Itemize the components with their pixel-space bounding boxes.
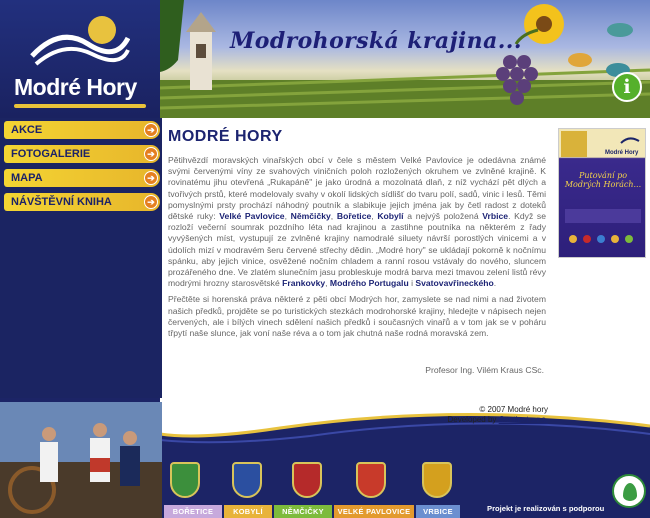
crest-kobyli[interactable]: [232, 462, 262, 498]
svg-text:Modré Hory: Modré Hory: [605, 150, 639, 156]
logo-underline: [14, 104, 146, 108]
village-tab-kobyli[interactable]: KOBYLÍ: [224, 505, 272, 518]
nav-item-mapa[interactable]: [4, 169, 160, 187]
developed-by-label: Developed by: [447, 415, 497, 424]
vineyard-fund-seal: [612, 474, 646, 508]
left-navigation: [0, 118, 162, 398]
grape-leaf-icon: [623, 483, 637, 501]
nav-item-akce[interactable]: [4, 121, 160, 139]
village-link-kobyli[interactable]: Kobylí: [377, 211, 404, 222]
arrow-right-icon: ➔: [144, 195, 158, 209]
village-link-boretice[interactable]: Bořetice: [336, 211, 372, 222]
grape-modry-portugal: Modrého Portugalu: [329, 278, 409, 289]
main-content: [162, 118, 554, 402]
footer-credits: [360, 405, 548, 425]
brochure-title: Putování po Modrých Horách...: [564, 171, 642, 189]
developer-link[interactable]: Continet s.r.o.: [498, 415, 548, 424]
page-title: MODRÉ HORY: [168, 128, 283, 145]
nav-item-label: NÁVŠTĚVNÍ KNIHA: [11, 196, 112, 208]
musicians-photo-art: [0, 402, 162, 518]
hills-logo-icon: [30, 12, 130, 70]
nav-item-fotogalerie[interactable]: [4, 145, 160, 163]
crest-boretice[interactable]: [170, 462, 200, 498]
folk-musicians-photo: [0, 402, 162, 518]
grape-frankovka: Frankovky: [282, 278, 326, 289]
village-link-vrbice[interactable]: Vrbice: [482, 211, 509, 222]
header-banner: [160, 0, 650, 118]
arrow-right-icon: ➔: [144, 123, 158, 137]
logo-text: Modré Hory: [14, 74, 137, 100]
crest-nemcicky[interactable]: [292, 462, 322, 498]
right-column: [554, 118, 650, 402]
info-button[interactable]: i: [612, 72, 642, 102]
project-support-text: Projekt je realizován s podporou: [487, 504, 605, 513]
copyright-text: © 2007 Modré hory: [479, 405, 548, 414]
nav-item-label: MAPA: [11, 172, 43, 184]
arrow-right-icon: ➔: [144, 171, 158, 185]
nav-item-label: FOTOGALERIE: [11, 148, 91, 160]
village-link-nemcicky[interactable]: Němčičky: [290, 211, 331, 222]
village-tab-vrbice[interactable]: VRBICE: [416, 505, 460, 518]
crest-velke-pavlovice[interactable]: [356, 462, 386, 498]
author-signature: Profesor Ing. Vilém Kraus CSc.: [425, 365, 544, 375]
crest-vrbice[interactable]: [422, 462, 452, 498]
village-link-velke-pavlovice[interactable]: Velké Pavlovice: [219, 211, 285, 222]
arrow-right-icon: ➔: [144, 147, 158, 161]
grape-svatovavrinecke: Svatovavřineckého: [415, 278, 494, 289]
second-paragraph: Přečtěte si horenská práva některé z pěti obcí Modrých hor, zamyslete se nad nimi a nad životem našich předků, projděte se po turistických stezkách modrohorské krajiny, hledejte v nápisech nejen červených, ale i bílých vinech sdělení našich předků i současných vinařů a v tom jak se v poháru třpytí naše slunce, jak voní naše réva a o tom jak chutná naše rodná moravská zem.: [168, 294, 546, 339]
village-tab-nemcicky[interactable]: NĚMČIČKY: [274, 505, 332, 518]
site-logo[interactable]: [0, 0, 160, 118]
vineyard-banner-art: [160, 0, 650, 118]
village-tab-velke-pavlovice[interactable]: VELKÉ PAVLOVICE: [334, 505, 414, 518]
village-tab-boretice[interactable]: BOŘETICE: [164, 505, 222, 518]
brochure-art: [559, 129, 646, 258]
intro-paragraph: Pětihvězdí moravských vinařských obcí v čele s městem Velké Pavlovice je odedávna známé svými červenými víny ze svahových viničních poloh rozložených okruhem ve zvlněné krajině. K rovinatému jihu otevřená „Rukapáně" je jako úrodná a mozolnatá dlaň, z níž vychází pět dlých a tvořivých prstů, které modelovaly svahy v okolí lidských sídlišť do tvaru polí, sadů, vinic i lesů. Těmi pomyslnými prsty prochází náhodný poutník a slabikuje jejich jména jak by četl radost z doteků dětské ruky: Velké Pavlovice, Němčičky, Bořetice, Kobylí a nejvýš položená Vrbice. Když se rozloží večerní soumrak pozdního léta nad krajinou a zastihne poutníka na některém z řady vyvýšených míst, vystupují ze zvlněné krajiny namodralé siluety návrší porostlých vinicemi a v údolích mizí v modravém šeru červené střechy dědin. „Modré hory" se ukládají pokorně k nočnímu spánku, aby jejich vinice, osvěžené nočním chladem a ranní rosou vstávaly do nového, sluncem prozářeného dne. Ve zlatém slunečním jasu probleskuje modrá barva mezi tmavou zelení listů révy modrými hrozny starosvětské Frankovky, Modrého Portugalu i Svatovavřineckého.: [168, 155, 546, 289]
brochure-thumbnail[interactable]: [558, 128, 646, 258]
banner-title: Modrohorská krajina...: [230, 28, 522, 54]
nav-item-label: AKCE: [11, 124, 43, 136]
nav-item-navstevni-kniha[interactable]: [4, 193, 160, 211]
